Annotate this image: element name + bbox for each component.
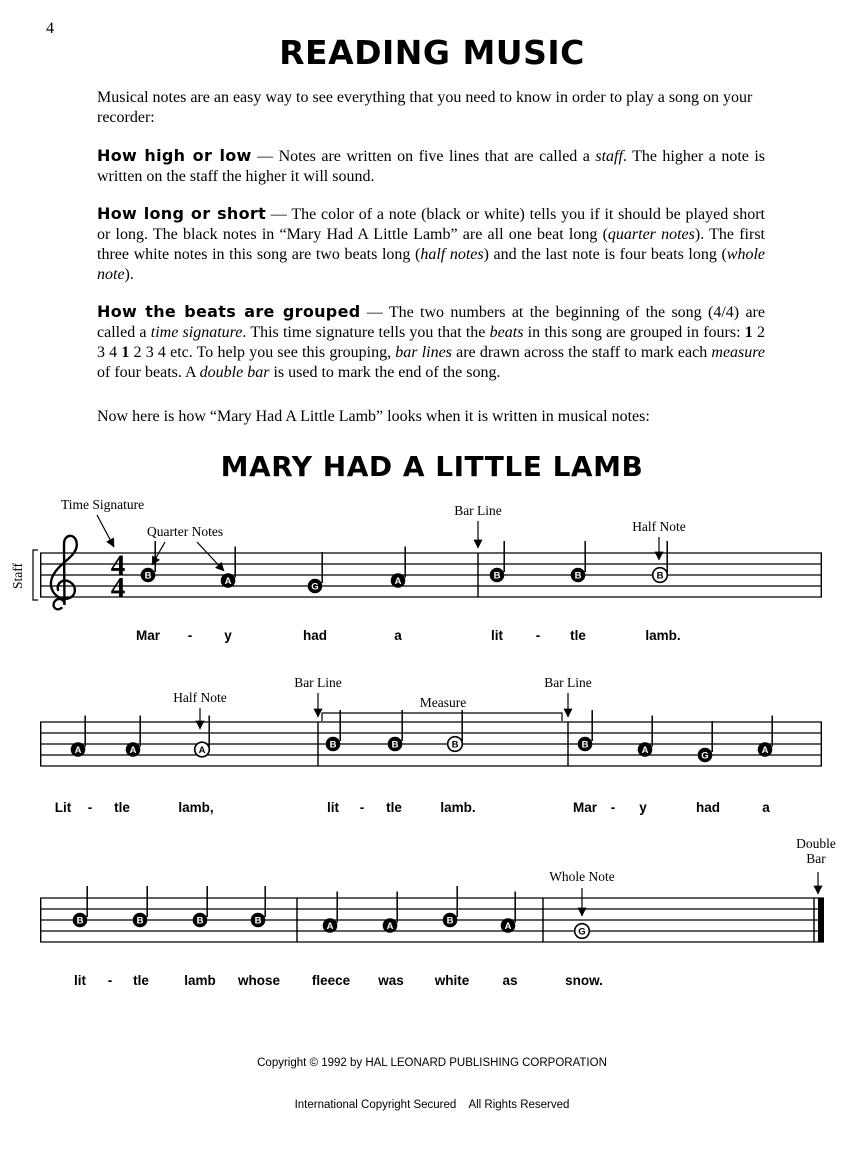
text-segment: time signature	[150, 324, 243, 341]
lyric-syllable: as	[502, 973, 518, 988]
note-letter: B	[144, 570, 152, 582]
lyric-syllable: tle	[114, 800, 130, 815]
annotation-label: Half Note	[632, 519, 686, 534]
text-segment: 1	[121, 344, 130, 361]
lyric-syllable: had	[695, 800, 721, 815]
lyric-syllable: -	[87, 800, 93, 815]
text-segment: . The higher a note is written on the staff the higher it will sound.	[97, 148, 766, 185]
lyric-syllable: lamb.	[645, 628, 681, 643]
lyric-syllable: -	[107, 973, 113, 988]
measure-bracket	[322, 713, 562, 721]
annotation-label: Half Note	[173, 690, 227, 705]
note-letter: B	[656, 570, 664, 582]
note-letter: B	[136, 915, 144, 927]
lyric-syllable: Lit	[54, 800, 72, 815]
annotation-bar-line	[544, 675, 592, 717]
note-letter: A	[326, 920, 334, 932]
annotation-arrow	[197, 542, 224, 571]
quarter-note	[133, 886, 148, 927]
lyric-syllable: lit	[491, 628, 503, 643]
lyric-syllable: Mar	[572, 800, 598, 815]
quarter-note	[73, 886, 88, 927]
annotation-half-note	[632, 519, 686, 560]
text-segment: beats	[489, 324, 524, 341]
note-letter: A	[394, 575, 402, 587]
note-letter: G	[311, 581, 319, 593]
annotation-label: Whole Note	[549, 869, 615, 884]
lyric-syllable: tle	[570, 628, 586, 643]
paragraph-heading: How long or short	[97, 204, 267, 223]
lyric-syllable: whose	[237, 973, 281, 988]
half-note	[448, 710, 463, 751]
note-letter: A	[504, 920, 512, 932]
time-signature-bottom: 4	[110, 572, 126, 604]
note-letter: B	[581, 739, 589, 751]
note-letter: B	[254, 915, 262, 927]
lyric-syllable: lamb.	[440, 800, 476, 815]
lyric-syllable: -	[359, 800, 365, 815]
annotation-label: Quarter Notes	[147, 524, 224, 539]
note-letter: G	[578, 926, 586, 938]
quarter-note	[251, 886, 266, 927]
note-letter: A	[386, 920, 394, 932]
note-letter: B	[76, 915, 84, 927]
note-letter: A	[129, 744, 137, 756]
annotation-label: Time Signature	[61, 497, 145, 512]
note-letter: G	[701, 750, 709, 762]
time-signature-top: 4	[110, 549, 126, 582]
staff-system-1	[40, 536, 822, 643]
whole-note	[575, 924, 590, 939]
annotation-double-bar	[796, 836, 836, 894]
text-segment: measure	[711, 344, 766, 361]
lyric-syllable: was	[378, 973, 404, 988]
quarter-note	[388, 710, 403, 751]
copyright-line1: Copyright © 1992 by HAL LEONARD PUBLISHING CORPORATION	[257, 1057, 607, 1069]
note-letter: A	[761, 744, 769, 756]
lyric-syllable: lamb	[184, 973, 216, 988]
annotation-staff	[10, 550, 38, 600]
quarter-note	[571, 541, 586, 582]
quarter-note	[308, 552, 323, 593]
annotation-half-note	[173, 690, 227, 729]
lyric-syllable: snow.	[565, 973, 603, 988]
text-segment: ) and the last note is four beats long (	[483, 246, 727, 263]
note-letter: B	[391, 739, 399, 751]
annotation-label: Bar	[806, 851, 826, 866]
lyric-syllable: lit	[74, 973, 86, 988]
quarter-note	[578, 710, 593, 751]
staff-bracket	[33, 550, 38, 600]
annotation-label: Bar Line	[294, 675, 342, 690]
note-letter: A	[198, 744, 206, 756]
note-letter: B	[329, 739, 337, 751]
quarter-note	[490, 541, 505, 582]
lyric-syllable: tle	[133, 973, 149, 988]
quarter-note	[141, 541, 156, 582]
text-segment: 1	[744, 324, 753, 341]
annotation-time-signature	[61, 497, 144, 547]
text-segment: 2 3 4	[97, 324, 765, 361]
text-segment: — The color of a note (black or white) tells you if it should be played short or long. The black notes in “Mary Had A Little Lamb” are all one beat long (	[97, 206, 765, 243]
text-segment: staff	[595, 148, 623, 165]
annotation-label: Bar Line	[454, 503, 502, 518]
half-note	[653, 541, 668, 582]
song-title: MARY HAD A LITTLE LAMB	[220, 450, 644, 483]
note-letter: A	[74, 744, 82, 756]
annotation-label: Bar Line	[544, 675, 592, 690]
treble-clef-icon	[51, 536, 77, 609]
text-segment: is used to mark the end of the song.	[269, 364, 501, 381]
annotation-label: Double	[796, 836, 836, 851]
staff-system-3	[40, 886, 824, 988]
lyric-syllable: -	[187, 628, 193, 643]
lyric-syllable: lit	[327, 800, 339, 815]
lyric-syllable: a	[394, 628, 402, 643]
page-number: 4	[46, 20, 54, 37]
text-segment: in this song are grouped in fours:	[523, 324, 745, 341]
paragraph-heading: How high or low	[97, 146, 252, 165]
text-segment: are drawn across the staff to mark each	[451, 344, 712, 361]
copyright-notice	[0, 1028, 864, 1140]
text-segment: half notes	[420, 246, 484, 263]
lyric-syllable: Mar	[135, 628, 161, 643]
intro-paragraph: Musical notes are an easy way to see everything that you need to know in order to play a song on your recorder:	[97, 89, 753, 126]
lyric-syllable: had	[302, 628, 328, 643]
text-segment: 2 3 4 etc. To help you see this grouping,	[129, 344, 396, 361]
staff-system-2	[40, 710, 822, 815]
text-segment: of four beats. A	[97, 364, 200, 381]
text-segment: whole note	[97, 246, 766, 283]
text-segment: . This time signature tells you that the	[242, 324, 490, 341]
note-letter: A	[641, 744, 649, 756]
text-segment: — Notes are written on five lines that are called a	[251, 148, 596, 165]
note-letter: B	[493, 570, 501, 582]
lyric-syllable: -	[535, 628, 541, 643]
quarter-note	[443, 886, 458, 927]
text-segment: quarter notes	[607, 226, 695, 243]
note-letter: B	[451, 739, 459, 751]
text-segment: ).	[124, 266, 134, 283]
page-title: READING MUSIC	[279, 33, 585, 72]
note-letter: A	[224, 575, 232, 587]
copyright-line2: International Copyright Secured All Rights Reserved	[294, 1099, 570, 1111]
double-bar-thick-line	[818, 898, 824, 943]
text-segment: — The two numbers at the beginning of the song (4/4) are called a	[97, 304, 765, 341]
quarter-note	[326, 710, 341, 751]
lyric-syllable: lamb,	[178, 800, 214, 815]
annotation-bar-line	[294, 675, 342, 717]
note-letter: B	[196, 915, 204, 927]
note-letter: B	[574, 570, 582, 582]
annotation-label: Staff	[10, 563, 25, 589]
text-segment: bar lines	[395, 344, 452, 361]
closing-paragraph: Now here is how “Mary Had A Little Lamb” looks when it is written in musical notes:	[97, 408, 650, 425]
annotation-bar-line	[454, 503, 502, 548]
lyric-syllable: fleece	[311, 973, 351, 988]
annotation-arrow	[97, 515, 114, 547]
lyric-syllable: white	[434, 973, 470, 988]
annotation-label: Measure	[419, 695, 467, 710]
annotation-measure	[322, 695, 562, 721]
lyric-syllable: y	[639, 800, 647, 815]
lyric-syllable: -	[610, 800, 616, 815]
quarter-note	[193, 886, 208, 927]
text-segment: ). The first three white notes in this song are two beats long (	[97, 226, 765, 263]
lyric-syllable: tle	[386, 800, 402, 815]
paragraph-heading: How the beats are grouped	[97, 302, 361, 321]
lyric-syllable: y	[224, 628, 232, 643]
quarter-note	[698, 721, 713, 762]
lyric-syllable: a	[762, 800, 770, 815]
text-segment: double bar	[199, 364, 270, 381]
note-letter: B	[446, 915, 454, 927]
